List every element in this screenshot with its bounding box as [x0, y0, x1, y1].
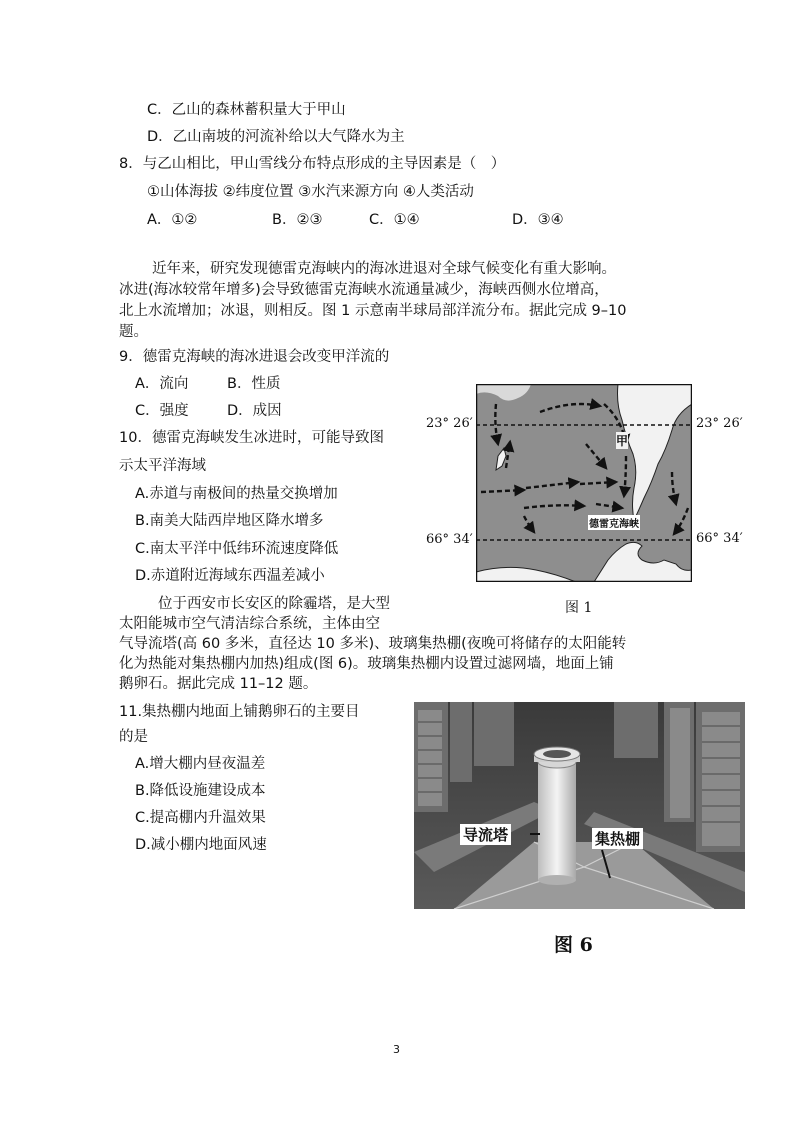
q7-option-c: C．乙山的森林蓄积量大于甲山 [147, 102, 346, 118]
figure6-label-tower: 导流塔 [460, 824, 511, 845]
q11-stem-line2: 的是 [119, 729, 148, 745]
passage2-line5: 鹅卵石。据此完成 11–12 题。 [119, 676, 318, 692]
q9-option-a: A．流向 [135, 376, 189, 392]
figure1-label-drake-strait: 德雷克海峡 [588, 515, 640, 530]
q10-option-d: D.赤道附近海域东西温差减小 [135, 568, 325, 584]
q11-option-a: A.增大棚内昼夜温差 [135, 756, 266, 772]
page-number: 3 [393, 1043, 400, 1056]
q10-option-c: C.南太平洋中低纬环流速度降低 [135, 541, 339, 557]
figure1-lat-top-right: 23° 26′ [696, 416, 743, 431]
q9-option-d: D．成因 [227, 403, 282, 419]
passage2-line2: 太阳能城市空气清洁综合系统，主体由空 [119, 616, 380, 632]
q9-option-c: C．强度 [135, 403, 189, 419]
q8-option-a: A．①② [147, 212, 198, 228]
figure6-tower-photo [414, 702, 745, 909]
figure1-lat-bottom-left: 66° 34′ [426, 532, 473, 547]
q9-stem: 9．德雷克海峡的海冰进退会改变甲洋流的 [119, 349, 390, 365]
q11-option-c: C.提高棚内升温效果 [135, 810, 266, 826]
passage2-line3: 气导流塔(高 60 多米，直径达 10 多米)、玻璃集热棚(夜晚可将储存的太阳能转 [119, 636, 627, 652]
figure6-label-shed: 集热棚 [592, 828, 643, 849]
figure1-lat-top-left: 23° 26′ [426, 416, 473, 431]
figure1-lat-bottom-right: 66° 34′ [696, 531, 743, 546]
passage2-line4: 化为热能对集热棚内加热)组成(图 6)。玻璃集热棚内设置过滤网墙，地面上铺 [119, 656, 614, 672]
q10-stem-line1: 10．德雷克海峡发生冰进时，可能导致图 [119, 430, 384, 446]
passage1-line2: 冰进(海冰较常年增多)会导致德雷克海峡水流通量减少，海峡西侧水位增高， [119, 282, 609, 298]
q10-stem-line2: 示太平洋海域 [119, 458, 206, 474]
q8-factors: ①山体海拔 ②纬度位置 ③水汽来源方向 ④人类活动 [147, 184, 474, 200]
figure1-ocean-current-map [476, 384, 692, 582]
q8-option-c: C．①④ [369, 212, 420, 228]
q8-option-d: D．③④ [512, 212, 564, 228]
q8-stem: 8．与乙山相比，甲山雪线分布特点形成的主导因素是（ ） [119, 156, 506, 172]
q11-option-d: D.减小棚内地面风速 [135, 837, 267, 853]
figure1-caption: 图 1 [565, 600, 593, 616]
passage1-line3: 北上水流增加；冰退，则相反。图 1 示意南半球局部洋流分布。据此完成 9–10 [119, 303, 627, 319]
q10-option-a: A.赤道与南极间的热量交换增加 [135, 486, 338, 502]
figure1-label-jia: 甲 [616, 434, 629, 448]
q7-option-d: D．乙山南坡的河流补给以大气降水为主 [147, 129, 405, 145]
q11-option-b: B.降低设施建设成本 [135, 783, 266, 799]
q8-option-b: B．②③ [272, 212, 323, 228]
q10-option-b: B.南美大陆西岸地区降水增多 [135, 513, 324, 529]
q9-option-b: B．性质 [227, 376, 281, 392]
passage1-line4: 题。 [119, 324, 148, 340]
passage1-line1: 近年来，研究发现德雷克海峡内的海冰进退对全球气候变化有重大影响。 [152, 261, 616, 277]
figure6-caption: 图 6 [554, 934, 593, 956]
passage2-line1: 位于西安市长安区的除霾塔，是大型 [158, 596, 390, 612]
q11-stem-line1: 11.集热棚内地面上铺鹅卵石的主要目 [119, 704, 360, 720]
